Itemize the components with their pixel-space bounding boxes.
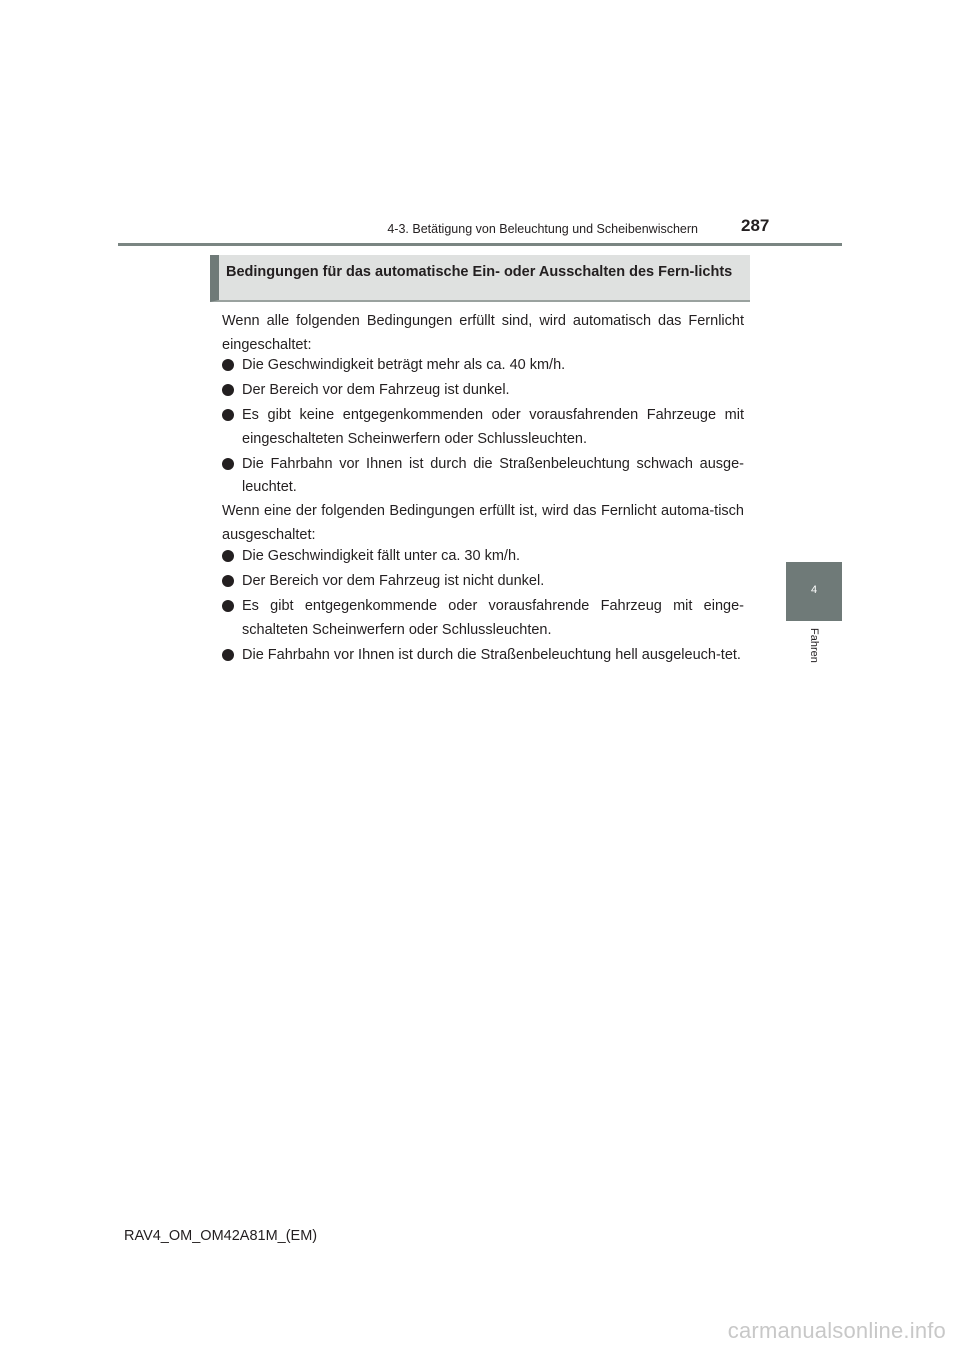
bullet-icon [222, 384, 234, 396]
paragraph-on-conditions: Wenn alle folgenden Bedingungen erfüllt sind, wird automatisch das Fernlicht eingeschaltet: [222, 313, 744, 353]
chapter-tab-number: 4 [810, 584, 818, 596]
bullet-icon [222, 458, 234, 470]
list-item-text: Die Geschwindigkeit fällt unter ca. 30 km/h. [242, 548, 521, 564]
section-heading-box [210, 255, 750, 302]
chapter-tab-label: Fahren [808, 628, 820, 663]
list-item [222, 545, 744, 569]
list-item-text: Es gibt entgegenkommende oder vorausfahrende Fahrzeug mit einge-schalteten Scheinwerfern oder Schlussleuchten. [242, 598, 744, 638]
list-item [222, 453, 744, 500]
list-item-text: Die Fahrbahn vor Ihnen ist durch die Straßenbeleuchtung schwach ausge-leuchtet. [242, 455, 744, 495]
list-item-text: Der Bereich vor dem Fahrzeug ist dunkel. [242, 382, 510, 398]
list-item-text: Die Geschwindigkeit beträgt mehr als ca. 40 km/h. [242, 357, 566, 373]
list-item [222, 354, 744, 378]
bullet-icon [222, 600, 234, 612]
paragraph-off-conditions: Wenn eine der folgenden Bedingungen erfüllt ist, wird das Fernlicht automa-tisch ausgeschaltet: [222, 503, 744, 543]
bullet-icon [222, 409, 234, 421]
bullet-icon [222, 575, 234, 587]
chapter-title: 4-3. Betätigung von Beleuchtung und Scheibenwischern [387, 222, 698, 236]
bullet-icon [222, 649, 234, 661]
list-item-text: Der Bereich vor dem Fahrzeug ist nicht dunkel. [242, 573, 545, 589]
list-item-text: Es gibt keine entgegenkommenden oder vorausfahrenden Fahrzeuge mit eingeschalteten Scheinwerfern oder Schlussleuchten. [242, 407, 744, 447]
watermark: carmanualsonline.info [727, 1318, 946, 1343]
footer-doc-code: RAV4_OM_OM42A81M_(EM) [124, 1228, 318, 1244]
list-item [222, 644, 744, 668]
list-item [222, 404, 744, 451]
bullet-list-on [222, 354, 744, 501]
page-number: 287 [741, 216, 770, 235]
chapter-tab [786, 562, 842, 621]
bullet-icon [222, 359, 234, 371]
section-heading: Bedingungen für das automatische Ein- oder Ausschalten des Fern-lichts [226, 264, 733, 280]
bullet-list-off [222, 545, 744, 669]
list-item [222, 379, 744, 403]
header-rule [118, 243, 842, 246]
list-item-text: Die Fahrbahn vor Ihnen ist durch die Straßenbeleuchtung hell ausgeleuch-tet. [242, 646, 741, 663]
list-item [222, 595, 744, 642]
list-item [222, 570, 744, 594]
bullet-icon [222, 550, 234, 562]
